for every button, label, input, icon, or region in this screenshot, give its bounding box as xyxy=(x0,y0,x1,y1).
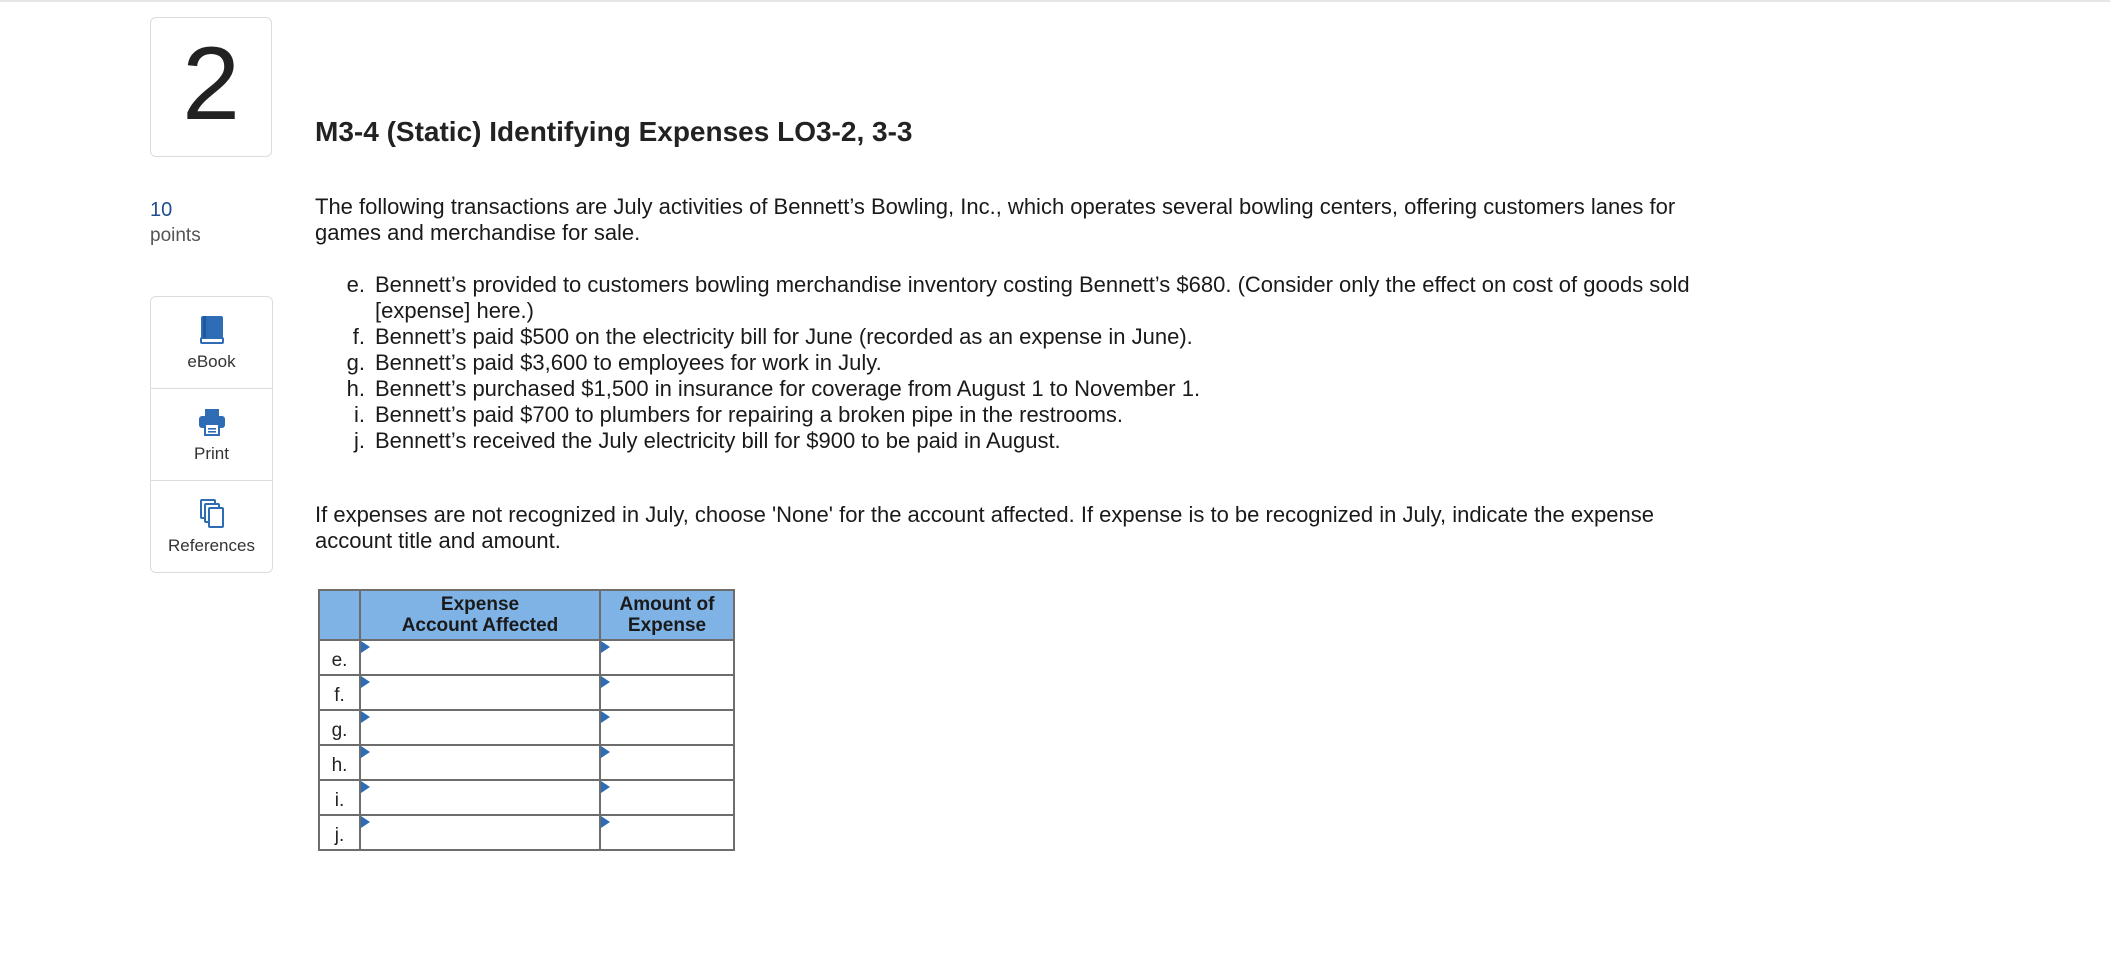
amount-field[interactable] xyxy=(601,816,733,849)
amount-field[interactable] xyxy=(601,746,733,779)
references-label: References xyxy=(168,535,255,555)
account-select-cell[interactable] xyxy=(360,710,600,745)
account-field[interactable] xyxy=(361,746,599,779)
row-label: g. xyxy=(319,710,360,745)
question-number-box xyxy=(150,17,272,157)
amount-header-line1: Amount of xyxy=(619,594,715,615)
account-field[interactable] xyxy=(361,711,599,744)
transaction-text: Bennett’s paid $3,600 to employees for work in July. xyxy=(375,350,882,375)
table-row xyxy=(319,640,734,675)
points-label: points xyxy=(150,225,201,246)
transaction-text: Bennett’s received the July electricity bill for $900 to be paid in August. xyxy=(375,428,1061,453)
account-header-line1: Expense xyxy=(440,594,520,615)
table-row xyxy=(319,745,734,780)
answer-table xyxy=(318,589,735,851)
transaction-letter: e. xyxy=(346,272,365,297)
row-label: i. xyxy=(319,780,360,815)
transaction-list xyxy=(340,272,1710,454)
account-select-cell[interactable] xyxy=(360,640,600,675)
transaction-letter: f. xyxy=(352,324,365,349)
amount-select-cell[interactable] xyxy=(600,710,734,745)
account-select-cell[interactable] xyxy=(360,780,600,815)
list-item xyxy=(340,376,1710,402)
transaction-text: Bennett’s provided to customers bowling merchandise inventory costing Bennett’s $680. (Consider only the effect on cost of goods sold [expense] here.) xyxy=(375,272,1690,323)
references-button[interactable] xyxy=(151,481,272,572)
top-divider xyxy=(0,0,2110,2)
amount-select-cell[interactable] xyxy=(600,745,734,780)
table-row xyxy=(319,675,734,710)
transaction-letter: j. xyxy=(354,428,365,453)
list-item xyxy=(340,272,1710,324)
table-header-row xyxy=(319,590,734,640)
points-value: 10 xyxy=(150,199,173,221)
points-info xyxy=(150,198,201,248)
amount-header xyxy=(600,590,734,640)
transaction-letter: g. xyxy=(346,350,365,375)
table-row xyxy=(319,815,734,850)
print-label: Print xyxy=(194,443,229,463)
account-select-cell[interactable] xyxy=(360,745,600,780)
ebook-label: eBook xyxy=(187,351,236,371)
account-header xyxy=(360,590,600,640)
amount-select-cell[interactable] xyxy=(600,640,734,675)
account-field[interactable] xyxy=(361,781,599,814)
question-number: 2 xyxy=(182,26,240,142)
transaction-text: Bennett’s paid $500 on the electricity bill for June (recorded as an expense in June). xyxy=(375,324,1193,349)
account-select-cell[interactable] xyxy=(360,675,600,710)
amount-field[interactable] xyxy=(601,641,733,674)
question-title: M3-4 (Static) Identifying Expenses LO3-2, 3-3 xyxy=(315,116,913,147)
print-button[interactable] xyxy=(151,389,272,481)
references-icon xyxy=(197,498,227,530)
list-item xyxy=(340,402,1710,428)
list-item xyxy=(340,350,1710,376)
transaction-text: Bennett’s paid $700 to plumbers for repairing a broken pipe in the restrooms. xyxy=(375,402,1124,427)
transaction-letter: h. xyxy=(346,376,365,401)
list-item xyxy=(340,428,1710,454)
row-label: f. xyxy=(319,675,360,710)
transaction-text: Bennett’s purchased $1,500 in insurance for coverage from August 1 to November 1. xyxy=(375,376,1201,401)
list-item xyxy=(340,324,1710,350)
amount-field[interactable] xyxy=(601,676,733,709)
intro-text: The following transactions are July activities of Bennett’s Bowling, Inc., which operates several bowling centers, offering customers lanes for games and merchandise for sale. xyxy=(315,194,1676,245)
row-label: h. xyxy=(319,745,360,780)
account-field[interactable] xyxy=(361,641,599,674)
corner-header xyxy=(319,590,360,640)
amount-field[interactable] xyxy=(601,711,733,744)
amount-header-line2: Expense xyxy=(627,615,707,636)
table-row xyxy=(319,780,734,815)
amount-field[interactable] xyxy=(601,781,733,814)
amount-select-cell[interactable] xyxy=(600,815,734,850)
table-row xyxy=(319,710,734,745)
ebook-button[interactable] xyxy=(151,297,272,389)
account-header-line2: Account Affected xyxy=(401,615,559,636)
instruction-text: If expenses are not recognized in July, choose 'None' for the account affected. If expense is to be recognized in July, indicate the expense account title and amount. xyxy=(315,502,1655,553)
account-field[interactable] xyxy=(361,816,599,849)
account-field[interactable] xyxy=(361,676,599,709)
transaction-letter: i. xyxy=(354,402,365,427)
row-label: j. xyxy=(319,815,360,850)
row-label: e. xyxy=(319,640,360,675)
printer-icon xyxy=(197,406,227,438)
amount-select-cell[interactable] xyxy=(600,675,734,710)
ebook-icon xyxy=(197,314,227,346)
account-select-cell[interactable] xyxy=(360,815,600,850)
tools-panel xyxy=(150,296,273,573)
amount-select-cell[interactable] xyxy=(600,780,734,815)
